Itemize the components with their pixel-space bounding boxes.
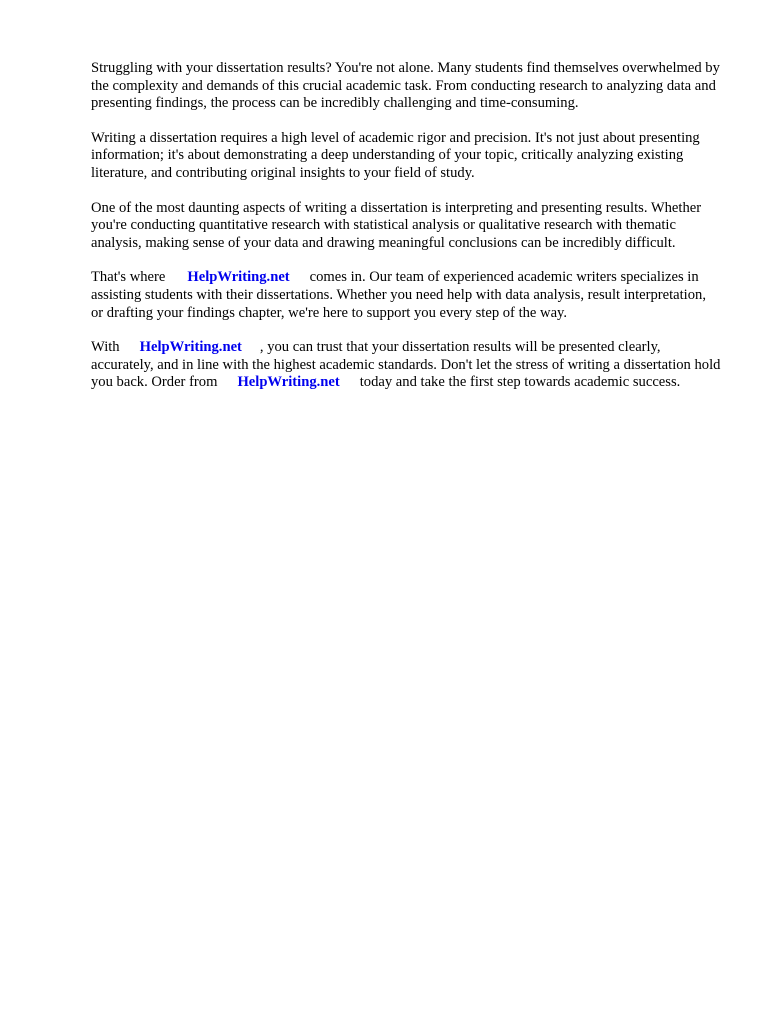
paragraph-3: One of the most daunting aspects of writing a dissertation is interpreting and presenting results. Whether you're conducting quantitative research with statistical analysis or qualitative research with thematic analysis, making sense of your data and drawing meaningful conclusions can be incredibly difficult. bbox=[91, 199, 702, 251]
paragraph-1: Struggling with your dissertation results? You're not alone. Many students find themselves overwhelmed by the complexity and demands of this crucial academic task. From conducting research to analyzing data and presenting findings, the process can be incredibly challenging and time-consuming. bbox=[91, 60, 720, 112]
helpwriting-link[interactable]: HelpWriting.net bbox=[187, 269, 290, 286]
document-body bbox=[91, 60, 721, 409]
helpwriting-link[interactable]: HelpWriting.net bbox=[237, 374, 340, 391]
paragraph-2: Writing a dissertation requires a high level of academic rigor and precision. It's not just about presenting information; it's about demonstrating a deep understanding of your topic, critically analyzing existing literature, and contributing original insights to your field of study. bbox=[91, 129, 700, 181]
paragraph-4-rest: comes in. Our team of experienced academic writers specializes in assisting students with their dissertations. Whether you need help with data analysis, result interpretation, or drafting your findings chapter, we're here to support you every step of the way. bbox=[91, 269, 706, 321]
paragraph-4-lead: That's where bbox=[91, 269, 166, 286]
paragraph-5 bbox=[91, 339, 721, 392]
paragraph-5-rest: today and take the first step towards academic success. bbox=[359, 374, 681, 391]
paragraph-5-middle: , you can trust that your dissertation results will be presented clearly, accurately, and in line with the highest academic standards. Don't let the stress of writing a dissertation hold you back. Order from bbox=[91, 339, 721, 391]
helpwriting-link[interactable]: HelpWriting.net bbox=[139, 339, 242, 356]
paragraph-4 bbox=[91, 269, 721, 322]
paragraph-5-lead: With bbox=[91, 339, 120, 356]
